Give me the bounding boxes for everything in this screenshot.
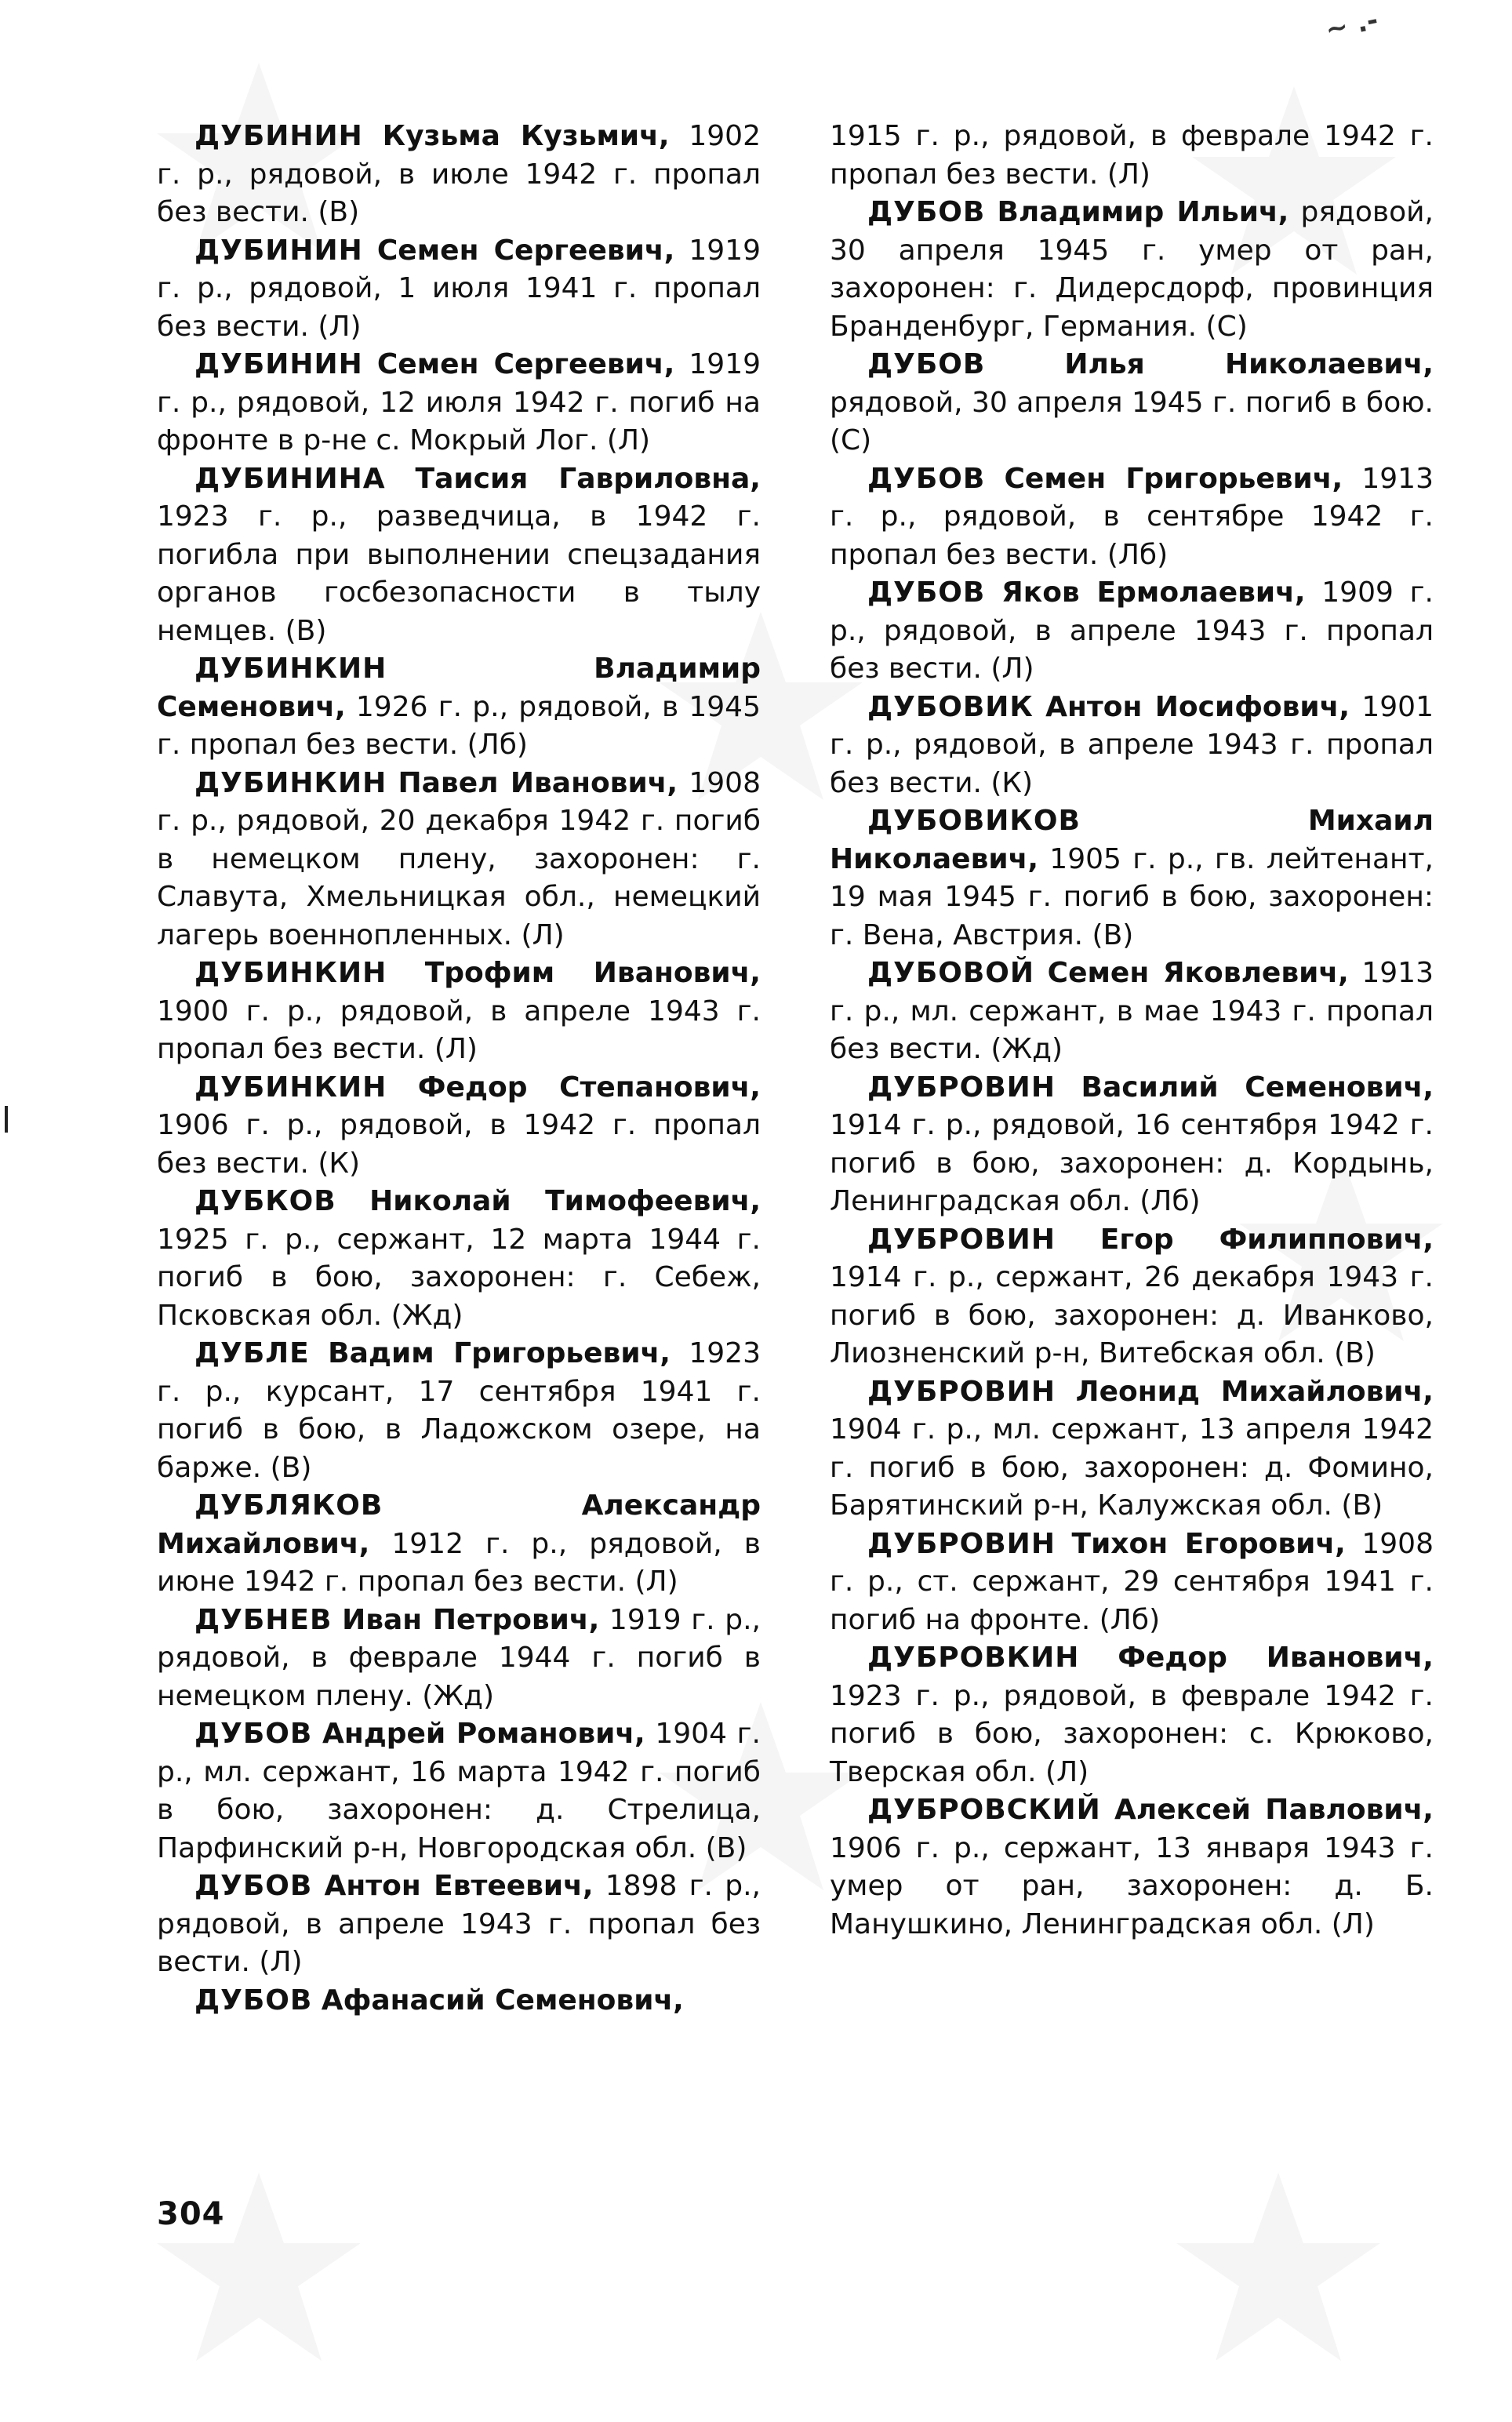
entry-surname: ДУБОВ [867,348,986,380]
entry-surname: ДУБРОВКИН [867,1642,1080,1674]
entry-given-name: Николай Тимофеевич, [369,1185,761,1217]
entry-given-name: Трофим Иванович, [424,957,761,989]
entry-details: 1925 г. р., сержант, 12 марта 1944 г. погиб в бою, захоронен: г. Себеж, Псковская обл. (Жд) [157,1223,761,1332]
entry-details: 1923 г. р., рядовой, в феврале 1942 г. погиб в бою, захоронен: с. Крюково, Тверская обл. (Л) [830,1679,1434,1788]
entry-given-name: Кузьма Кузьмич, [382,120,670,152]
entry-given-name: Михаил Николаевич, [830,805,1434,875]
entry-surname: ДУБИНИН [194,120,363,152]
entry-details: 1901 г. р., рядовой, в апреле 1943 г. пропал без вести. (К) [830,690,1434,799]
entry-surname: ДУБОВ [867,196,986,228]
entry-given-name: Александр Михайлович, [157,1489,761,1560]
star-icon [1161,2157,1396,2392]
watermark-bottom-right [1161,2157,1396,2392]
entry-given-name: Федор Степанович, [417,1071,761,1104]
entry-given-name: Леонид Михайлович, [1075,1375,1434,1408]
entry-details: 1906 г. р., сержант, 13 января 1943 г. умер от ран, захоронен: д. Б. Манушкино, Ленинградская обл. (Л) [830,1831,1434,1940]
entry-surname: ДУБРОВИН [867,1223,1056,1256]
entry-details: рядовой, 30 апреля 1945 г. погиб в бою. (С) [830,386,1434,456]
entry-surname: ДУБРОВСКИЙ [867,1794,1101,1826]
entry [830,460,1434,575]
entry-given-name: Павел Иванович, [398,766,678,799]
entry-details: 1919 г. р., рядовой, в феврале 1944 г. погиб в немецком плену. (Жд) [157,1603,761,1712]
entry [157,1335,761,1487]
entry [830,574,1434,689]
entry-details: 1914 г. р., сержант, 26 декабря 1943 г. погиб в бою, захоронен: д. Иванково, Лиозненский р-н, Витебская обл. (В) [830,1261,1434,1369]
entry-details: 1904 г. р., мл. сержант, 13 апреля 1942 г. погиб в бою, захоронен: д. Фомино, Барятинский р-н, Калужская обл. (В) [830,1413,1434,1522]
entry [157,955,761,1069]
entry-details: 1905 г. р., гв. лейтенант, 19 мая 1945 г. погиб в бою, захоронен: г. Вена, Австрия. (В) [830,842,1434,951]
entry-surname: ДУБИНКИН [194,766,387,799]
entry-given-name: Иван Петрович, [342,1603,600,1636]
entry [830,1373,1434,1526]
entry-given-name: Семен Сергеевич, [376,234,675,267]
scan-margin-mark [5,1106,8,1133]
entry [157,460,761,651]
entry-surname: ДУБОВ [194,1718,313,1750]
entry [157,1069,761,1184]
entry [157,1982,761,2020]
page-number: 304 [157,2196,225,2232]
entry-given-name: Владимир Семенович, [157,653,761,723]
entry-details: 1904 г. р., мл. сержант, 16 марта 1942 г. погиб в бою, захоронен: д. Стрелица, Парфинский р-н, Новгородская обл. (В) [157,1718,761,1864]
watermark-bottom-left [141,2157,376,2392]
entry [830,346,1434,460]
scan-artifact-mark: ~ .- [1322,4,1381,46]
entry-surname: ДУБИНКИН [194,1071,387,1104]
entry-surname: ДУБИНИНА [194,462,386,495]
entry-details: 1919 г. р., рядовой, 1 июля 1941 г. пропал без вести. (Л) [157,234,761,343]
entry-given-name: Антон Иосифович, [1045,690,1350,723]
entry-details: 1914 г. р., рядовой, 16 сентября 1942 г. погиб в бою, захоронен: д. Кордынь, Ленинградская обл. (Лб) [830,1109,1434,1217]
entry-given-name: Афанасий Семенович, [321,1984,684,2017]
entry-details: 1909 г. р., рядовой, в апреле 1943 г. пропал без вести. (Л) [830,576,1434,685]
entry-surname: ДУБНЕВ [194,1603,333,1636]
entry-surname: ДУБОВОЙ [867,957,1035,989]
entry [157,1183,761,1335]
entry-surname: ДУБИНИН [194,348,363,380]
entry [830,955,1434,1069]
entry-given-name: Таисия Гавриловна, [415,462,761,495]
star-icon [141,2157,376,2392]
entry-given-name: Василий Семенович, [1081,1071,1434,1104]
entry-given-name: Владимир Ильич, [997,196,1289,228]
entry-details: 1923 г. р., разведчица, в 1942 г. погибла при выполнении спецзадания органов госбезопасности в тылу немцев. (В) [157,500,761,647]
entry-surname: ДУБЛЕ [194,1337,310,1369]
left-column [157,118,761,2020]
entry [157,346,761,460]
entry-given-name: Андрей Романович, [322,1718,645,1750]
entry-details: 1908 г. р., ст. сержант, 29 сентября 1941 г. погиб на фронте. (Лб) [830,1527,1434,1636]
entry-surname: ДУБОВ [867,576,986,609]
entry [830,1069,1434,1221]
entry-given-name: Егор Филиппович, [1099,1223,1434,1256]
entry-surname: ДУБИНИН [194,234,363,267]
entry-surname: ДУБОВ [194,1870,313,1902]
entry-given-name: Федор Иванович, [1118,1642,1434,1674]
entry [157,765,761,955]
entry-given-name: Семен Яковлевич, [1047,957,1349,989]
entry-given-name: Семен Григорьевич, [1004,462,1343,495]
entry-details: 1926 г. р., рядовой, в 1945 г. пропал без вести. (Лб) [157,690,761,761]
entry-surname: ДУБОВИКОВ [867,805,1081,837]
entry-continuation: 1915 г. р., рядовой, в феврале 1942 г. пропал без вести. (Л) [830,120,1434,191]
entry [157,650,761,765]
entry-details: 1906 г. р., рядовой, в 1942 г. пропал без вести. (К) [157,1109,761,1180]
entry-given-name: Яков Ермолаевич, [1001,576,1306,609]
entry [830,1639,1434,1791]
entry-given-name: Вадим Григорьевич, [328,1337,671,1369]
entry-given-name: Тихон Егорович, [1071,1527,1346,1560]
entry-details: 1919 г. р., рядовой, 12 июля 1942 г. погиб на фронте в р-не с. Мокрый Лог. (Л) [157,348,761,456]
entry [830,689,1434,803]
entry [157,1487,761,1602]
entry [157,1602,761,1716]
entry-details: 1898 г. р., рядовой, в апреле 1943 г. пропал без вести. (Л) [157,1870,761,1978]
entry-surname: ДУБОВИК [867,690,1034,723]
entry [157,1715,761,1867]
right-column [830,118,1434,1944]
entry [830,1221,1434,1373]
entry-surname: ДУБЛЯКОВ [194,1489,383,1522]
entry-surname: ДУБИНКИН [194,957,387,989]
entry [830,194,1434,346]
entry-surname: ДУБИНКИН [194,653,387,685]
entry-details: рядовой, 30 апреля 1945 г. умер от ран, захоронен: г. Дидерсдорф, провинция Бранденбург, Германия. (С) [830,196,1434,343]
entry [157,232,761,347]
entry-details: 1913 г. р., рядовой, в сентябре 1942 г. пропал без вести. (Лб) [830,462,1434,571]
entry [830,1791,1434,1944]
entry-surname: ДУБОВ [867,462,986,495]
entry-given-name: Илья Николаевич, [1064,348,1434,380]
entry [830,802,1434,955]
entry-given-name: Семен Сергеевич, [376,348,675,380]
entry-details: 1902 г. р., рядовой, в июле 1942 г. пропал без вести. (В) [157,120,761,228]
entry-details: 1908 г. р., рядовой, 20 декабря 1942 г. погиб в немецком плену, захоронен: г. Славута, Хмельницкая обл., немецкий лагерь военнопленных. (Л) [157,766,761,951]
entry-surname: ДУБОВ [194,1984,313,2017]
entry-details: 1923 г. р., курсант, 17 сентября 1941 г. погиб в бою, в Ладожском озере, на барже. (В) [157,1337,761,1484]
entry-given-name: Алексей Павлович, [1114,1794,1434,1826]
entry [830,1526,1434,1640]
entry-surname: ДУБРОВИН [867,1527,1056,1560]
entry [157,1867,761,1982]
entry-given-name: Антон Евтеевич, [324,1870,594,1902]
entry-surname: ДУБРОВИН [867,1375,1056,1408]
entry [157,118,761,232]
entry-details: 1900 г. р., рядовой, в апреле 1943 г. пропал без вести. (Л) [157,995,761,1065]
entry-surname: ДУБКОВ [194,1185,336,1217]
entry-details: 1912 г. р., рядовой, в июне 1942 г. пропал без вести. (Л) [157,1527,761,1598]
entry-details: 1913 г. р., мл. сержант, в мае 1943 г. пропал без вести. (Жд) [830,957,1434,1065]
entry-surname: ДУБРОВИН [867,1071,1056,1104]
